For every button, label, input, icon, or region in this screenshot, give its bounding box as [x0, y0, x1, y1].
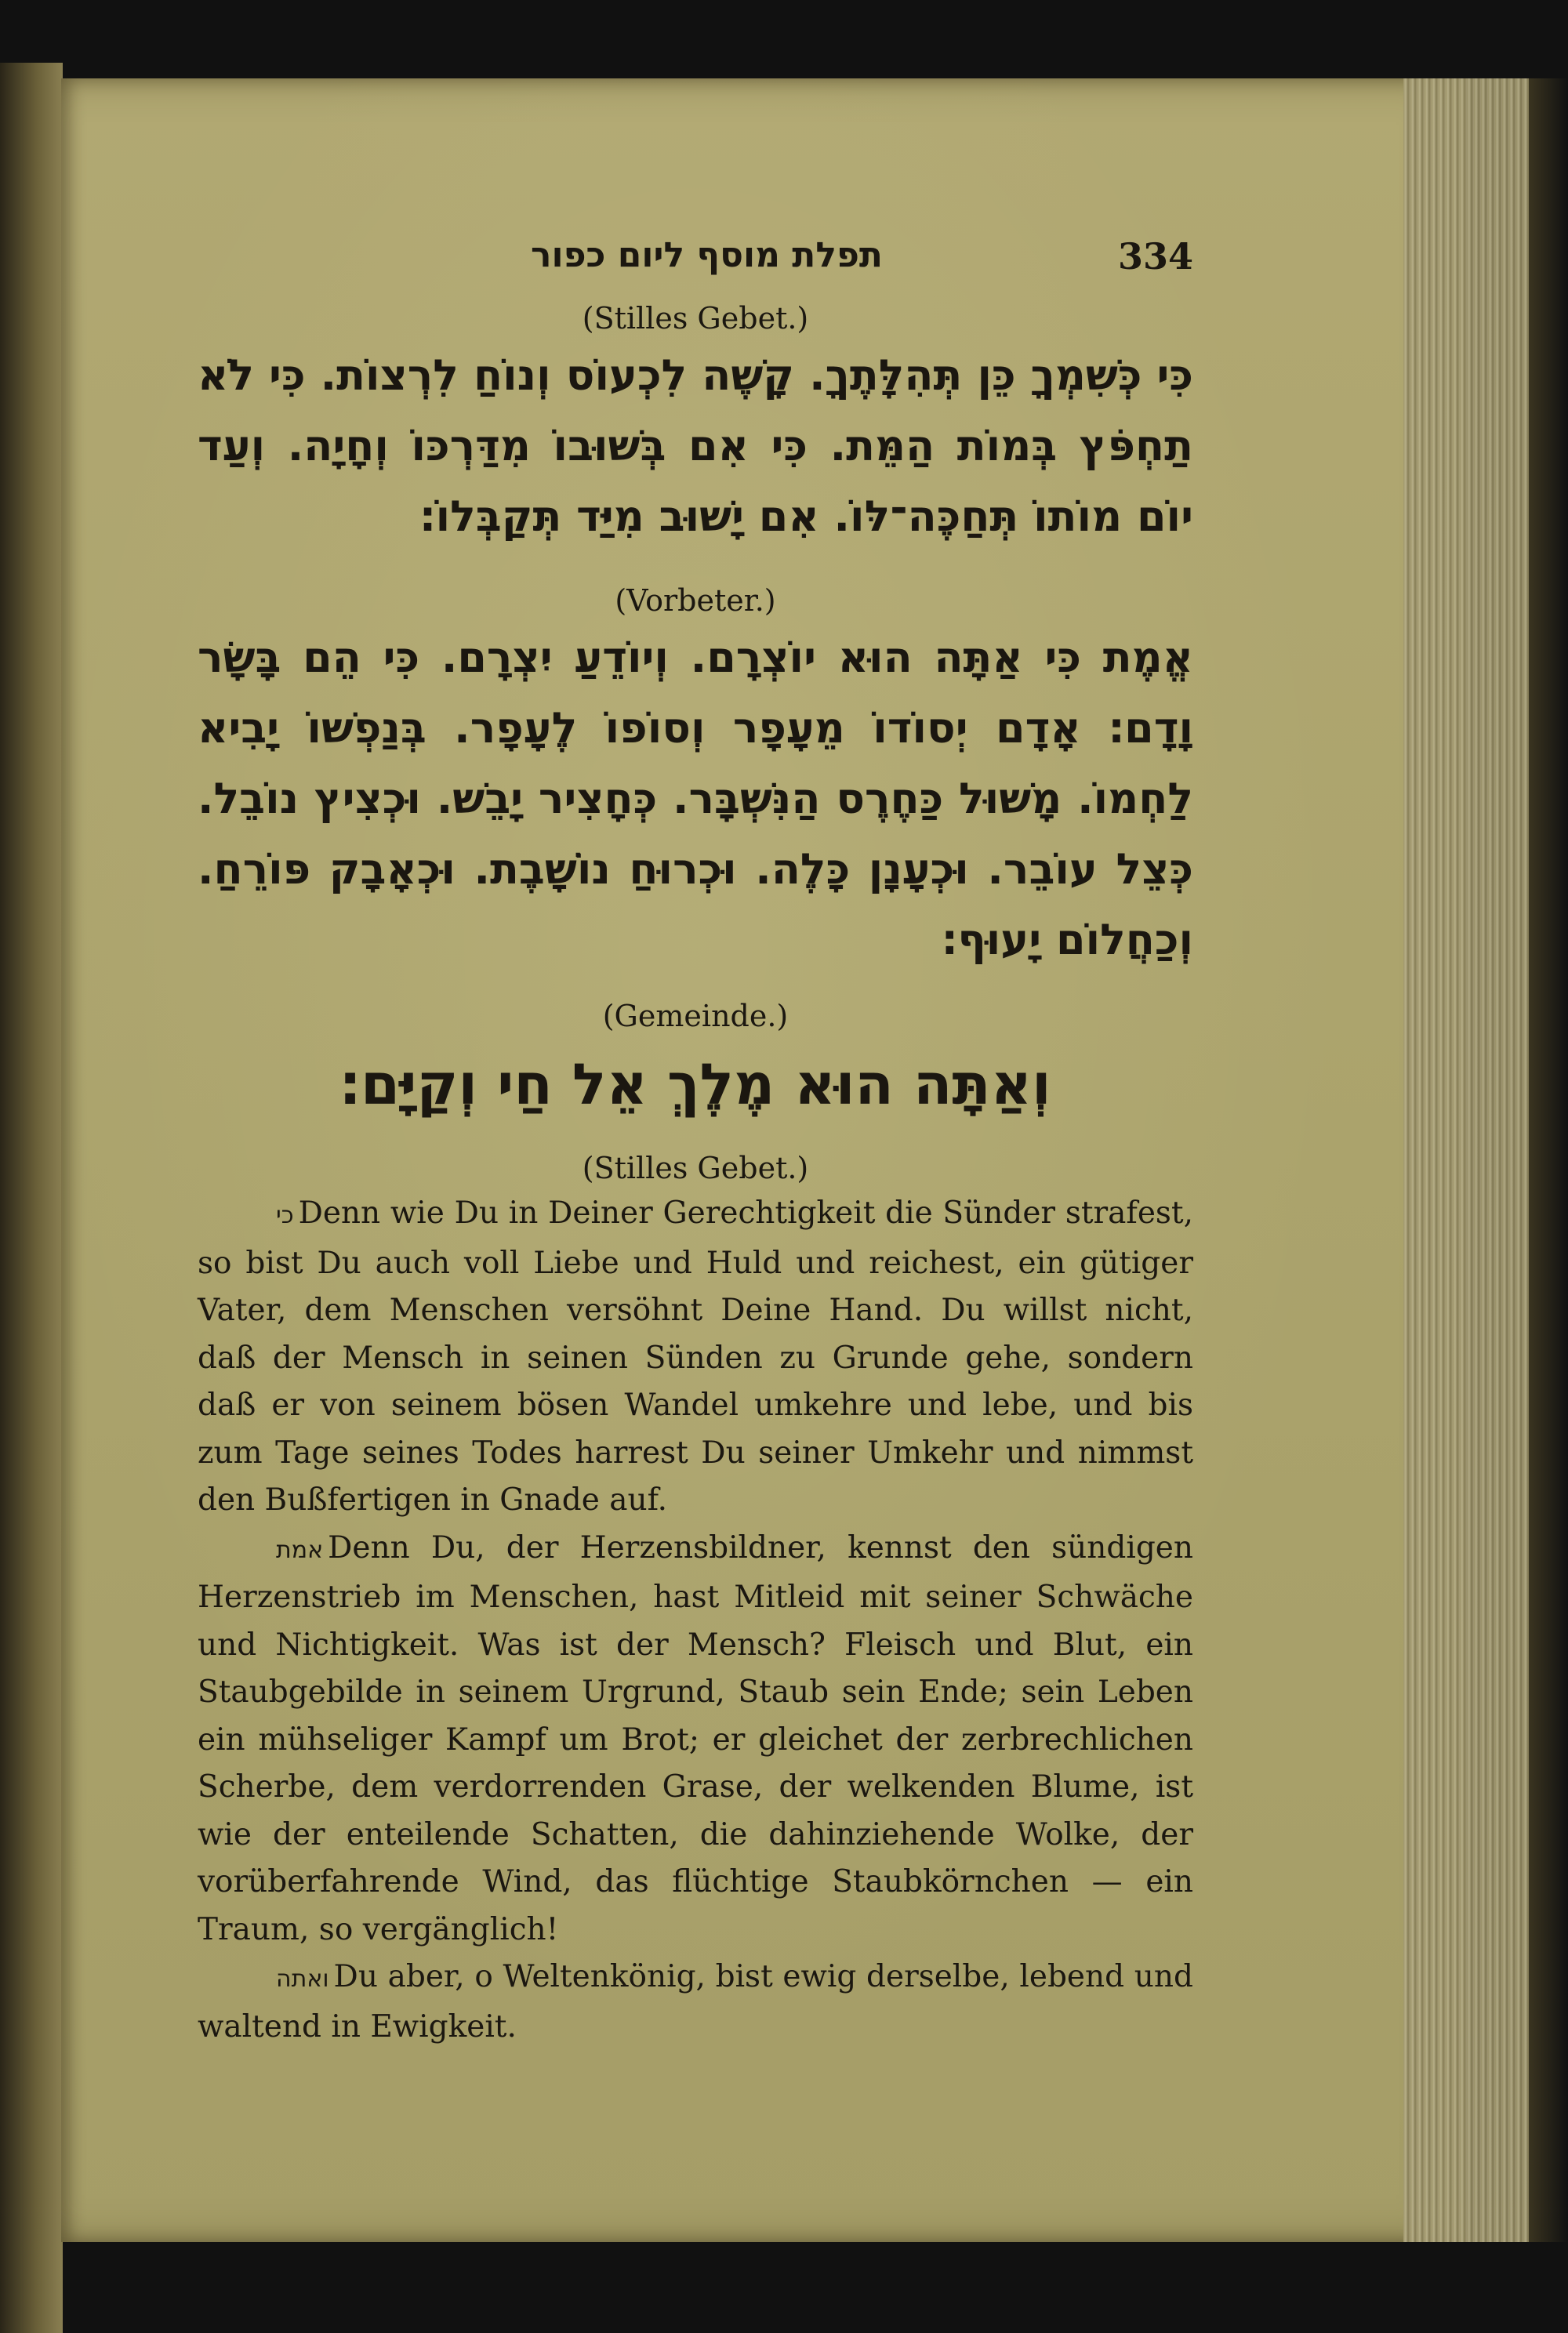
- paragraph-marker: כי: [276, 1202, 294, 1229]
- page-content: [198, 235, 1193, 2051]
- german-paragraph-3: [198, 1954, 1193, 2051]
- german-paragraph-1: [198, 1190, 1193, 1525]
- german-paragraph-2: [198, 1525, 1193, 1954]
- paragraph-text: Denn Du, der Herzensbildner, kennst den sündigen Herzenstrieb im Menschen, hast Mitleid mit seiner Schwäche und Nichtigkeit. Was ist der Mensch? Fleisch und Blut, ein Staubgebilde in seinem Urgrund, Staub sein Ende; sein Leben ein mühseliger Kampf um Brot; er gleichet der zerbrechlichen Scherbe, dem verdorrenden Grase, der welkenden Blume, ist wie der enteilende Schatten, die dahinziehende Wolke, der vorüberfahrende Wind, das flüchtige Staubkörnchen — ein Traum, so vergänglich!: [198, 1529, 1193, 1947]
- page-edges-shadow: [1529, 78, 1568, 2242]
- paragraph-marker: אמת: [276, 1536, 324, 1564]
- hebrew-passage-1: כִּי כְּשִׁמְךָ כֵּן תְּהִלָּתֶךָ. קָשֶׁה לִכְעוֹס וְנוֹחַ לִרְצוֹת. כִּי לֹא תַחְפֹּץ בְּמוֹת הַמֵּת. כִּי אִם בְּשׁוּבוֹ מִדַּרְכּוֹ וְחָיָה. וְעַד יוֹם מוֹתוֹ תְּחַכֶּה־לּוֹ. אִם יָשׁוּב מִיַּד תְּקַבְּלוֹ׃: [198, 350, 1193, 541]
- section-label-silent-1: (Stilles Gebet.): [582, 301, 809, 336]
- section-label-cantor: (Vorbeter.): [615, 583, 776, 618]
- book-spine-shadow: [0, 63, 63, 2333]
- paragraph-text: Denn wie Du in Deiner Gerechtigkeit die Sünder strafest, so bist Du auch voll Liebe und Huld und reichest, ein gütiger Vater, dem Menschen versöhnt Deine Hand. Du willst nicht, daß der Mensch in seinen Sünden zu Grunde gehe, sondern daß er von seinem bösen Wandel umkehre und lebe, und bis zum Tage seines Todes harrest Du seiner Umkehr und nimmst den Bußfertigen in Gnade auf.: [198, 1196, 1193, 1518]
- header-title: תפלת מוסף ליום כפור: [531, 235, 883, 275]
- hebrew-passage-2: אֱמֶת כִּי אַתָּה הוּא יוֹצְרָם. וְיוֹדֵעַ יִצְרָם. כִּי הֵם בָּשָׂר וָדָם׃ אָדָם יְסוֹדוֹ מֵעָפָר וְסוֹפוֹ לֶעָפָר. בְּנַפְשׁוֹ יָבִיא לַחְמוֹ. מָשׁוּל כַּחֶרֶס הַנִּשְׁבָּר. כְּחָצִיר יָבֵשׁ. וּכְצִיץ נוֹבֵל. כְּצֵל עוֹבֵר. וּכְעָנָן כָּלֶה. וּכְרוּחַ נוֹשָׁבֶת. וּכְאָבָק פּוֹרֵחַ. וְכַחֲלוֹם יָעוּף׃: [198, 633, 1193, 964]
- page-edges: [1403, 78, 1529, 2242]
- hebrew-passage-3: וְאַתָּה הוּא מֶלֶךְ אֵל חַי וְקַיָּם׃: [339, 1051, 1051, 1117]
- section-label-silent-2: (Stilles Gebet.): [582, 1151, 809, 1185]
- paragraph-marker: ואתה: [276, 1965, 329, 1993]
- running-header: [198, 235, 1193, 290]
- paragraph-text: Du aber, o Weltenkönig, bist ewig derselbe, lebend und waltend in Ewigkeit.: [198, 1959, 1193, 2045]
- page-number: 334: [1117, 235, 1193, 278]
- section-label-congregation: (Gemeinde.): [602, 999, 789, 1033]
